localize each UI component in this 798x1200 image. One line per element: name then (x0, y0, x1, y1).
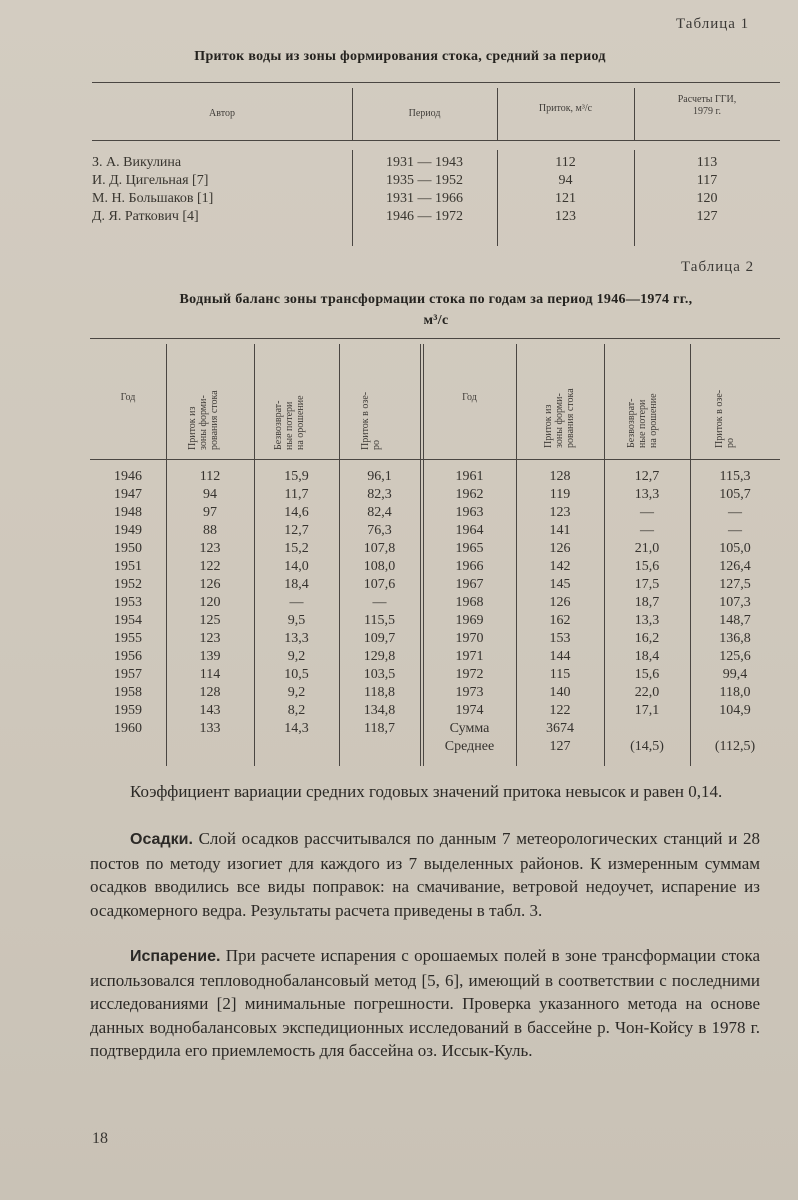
table2-mean-losses: (14,5) (630, 739, 664, 754)
table2-losses-cell: 15,6 (634, 667, 660, 682)
table2-header-losses-right: Безвозврат- ные потери на орошение (626, 393, 659, 448)
table2-year-cell: 1948 (114, 505, 142, 520)
page-number: 18 (92, 1130, 108, 1147)
table2-inflow-cell: 112 (199, 469, 221, 484)
table2-lake-cell: 109,7 (363, 631, 396, 646)
table2-losses-cell: 9,2 (287, 649, 306, 664)
table2-inflow-cell: 153 (549, 631, 571, 646)
table1-header-calc (634, 94, 780, 118)
table2-lake-cell: 125,6 (719, 649, 751, 664)
table2-year-cell: 1974 (455, 703, 484, 718)
table2-year-cell: 1949 (114, 523, 142, 538)
table1-title: Приток воды из зоны формирования стока, средний за период (194, 49, 606, 64)
variation-text: Коэффициент вариации средних годовых значений притока невысок и равен 0,14. (130, 782, 723, 801)
paragraph-variation (90, 780, 760, 804)
table2-losses-cell: 15,6 (634, 559, 660, 574)
table1-calc-cell: 113 (696, 155, 718, 170)
table2-inflow-cell: 144 (549, 649, 571, 664)
table2-mean-label: Среднее (444, 739, 495, 754)
table2-year-cell: 1963 (455, 505, 484, 520)
table2-inflow-cell: 123 (199, 631, 221, 646)
table2-top-rule (90, 338, 780, 339)
table2-inflow-cell: 122 (199, 559, 221, 574)
table1-period-cell: 1946 — 1972 (386, 209, 463, 224)
table2-lake-cell: 99,4 (722, 667, 748, 682)
table2-header-inflow-left: Приток из зоны форми- рования стока (187, 390, 220, 450)
table1-top-rule (92, 82, 780, 83)
table2-losses-cell: 9,5 (287, 613, 306, 628)
table2-losses-cell: — (640, 523, 654, 538)
table2-lake-cell: 134,8 (363, 703, 396, 718)
table2-year-cell: 1966 (455, 559, 484, 574)
table2-inflow-cell: 145 (549, 577, 571, 592)
table2-year-cell: 1965 (455, 541, 484, 556)
table1-author-cell: И. Д. Цигельная [7] (92, 173, 209, 188)
table2-year-cell: 1955 (114, 631, 142, 646)
table1-calc-cell: 120 (696, 191, 718, 206)
table2-inflow-cell: 139 (199, 649, 221, 664)
table2-lake-cell: — (728, 505, 742, 520)
table2-inflow-cell: 115 (549, 667, 571, 682)
table2-losses-cell: 12,7 (634, 469, 660, 484)
table2-year-cell: 1947 (114, 487, 142, 502)
table2-header-year-right: Год (462, 392, 477, 403)
table2-losses-cell: 14,6 (284, 505, 309, 520)
table1-header-calc-line1: Расчеты ГГИ, (677, 94, 737, 105)
table2-mean-inflow: 127 (549, 739, 571, 754)
table1-header-rule (92, 140, 780, 141)
table2-inflow-cell: 120 (199, 595, 221, 610)
table2-inflow-cell: 142 (549, 559, 571, 574)
table2-losses-cell: — (640, 505, 654, 520)
table2-losses-cell: — (289, 595, 304, 610)
table2-year-cell: 1956 (114, 649, 142, 664)
table2-inflow-cell: 128 (549, 469, 571, 484)
table2-losses-cell: 22,0 (634, 685, 660, 700)
table2-lake-cell: 103,5 (363, 667, 396, 682)
table2-year-cell: 1959 (114, 703, 142, 718)
table2-lake-cell: 76,3 (367, 523, 392, 538)
table1-header-author: Автор (209, 108, 235, 119)
table1-header-inflow: Приток, м³/с (538, 103, 593, 114)
table2-inflow-cell: 143 (199, 703, 221, 718)
table2-lake-cell: 118,7 (364, 721, 395, 736)
table2-losses-cell: 13,3 (634, 613, 660, 628)
table1-inflow-cell: 123 (555, 209, 576, 224)
table2-label: Таблица 2 (681, 259, 755, 275)
table2-losses-cell: 17,1 (634, 703, 660, 718)
evaporation-text: При расчете испарения с орошаемых полей в зоне трансформации стока использовался тепловоднобалансовый метод [5, 6], имеющий в соответствии с последними исследованиями [2] минимальные погрешности. Проверка указанного метода на основе данных воднобалансовых экспедиционных исследований в бассейне р. Чон-Койсу в 1978 г. подтвердила его приемлемость для бассейна оз. Иссык-Куль. (90, 946, 760, 1060)
table2-year-cell: 1967 (455, 577, 484, 592)
table2-lake-cell: 107,8 (363, 541, 396, 556)
table2-inflow-cell: 126 (549, 595, 571, 610)
table1-period-cell: 1931 — 1943 (386, 155, 463, 170)
table2-lake-cell: 129,8 (363, 649, 396, 664)
table2-inflow-cell: 140 (549, 685, 571, 700)
table1-calc-cell: 127 (696, 209, 718, 224)
table2-inflow-cell: 119 (549, 487, 571, 502)
table2-year-cell: 1970 (455, 631, 484, 646)
table2-inflow-cell: 133 (199, 721, 221, 736)
paragraph-precipitation (90, 827, 760, 922)
table2-inflow-cell: 123 (199, 541, 221, 556)
table2-header-lake-left: Приток в озе- ро (360, 391, 382, 450)
table2-lake-cell: 105,7 (719, 487, 751, 502)
table1-author-cell: М. Н. Большаков [1] (92, 191, 214, 206)
table2-lake-cell: 108,0 (363, 559, 396, 574)
table2-losses-cell: 13,3 (634, 487, 660, 502)
table2-inflow-cell: 141 (549, 523, 571, 538)
evaporation-heading: Испарение. (130, 948, 221, 965)
table2-losses-cell: 18,4 (634, 649, 660, 664)
table2-inflow-cell: 94 (203, 487, 217, 502)
table2-sum-label: Сумма (449, 721, 490, 736)
table2-inflow-cell: 128 (199, 685, 221, 700)
table2-year-cell: 1946 (114, 469, 142, 484)
table2-year-cell: 1953 (114, 595, 142, 610)
table1-period-cell: 1935 — 1952 (386, 173, 463, 188)
table2-lake-cell: 136,8 (719, 631, 751, 646)
precipitation-heading: Осадки. (130, 831, 193, 848)
table2-lake-cell: 96,1 (367, 469, 392, 484)
table2-inflow-cell: 126 (549, 541, 571, 556)
precipitation-text: Слой осадков рассчитывался по данным 7 метеорологических станций и 28 постов по методу изогиет для каждого из 7 выделенных районов. К измеренным суммам осадков вводились все виды поправок: на смачивание, ветровой недоучет, испарение из осадкомерного ведра. Результаты расчета приведены в табл. 3. (90, 829, 760, 920)
paragraph-evaporation (90, 944, 760, 1063)
table2-year-cell: 1969 (455, 613, 484, 628)
table1-header-period: Период (408, 108, 441, 119)
table2-losses-cell: 18,7 (634, 595, 660, 610)
table2-year-cell: 1971 (455, 649, 484, 664)
table2-year-cell: 1961 (455, 469, 484, 484)
table1-period-cell: 1931 — 1966 (386, 191, 463, 206)
table2-year-cell: 1973 (455, 685, 484, 700)
table2-lake-cell: 115,3 (719, 469, 751, 484)
table1-calc-cell: 117 (696, 173, 718, 188)
table2-lake-cell: 127,5 (719, 577, 751, 592)
table2-losses-cell: 8,2 (287, 703, 306, 718)
table1-author-cell: З. А. Викулина (92, 155, 182, 170)
table2-header-lake-right: Приток в озе- ро (714, 389, 736, 448)
table2-lake-cell: 82,3 (367, 487, 392, 502)
table2-mean-lake: (112,5) (714, 739, 756, 754)
table2-title-line2: м³/с (423, 313, 449, 328)
table2-lake-cell: 107,3 (719, 595, 751, 610)
table2-inflow-cell: 97 (203, 505, 217, 520)
table1-header-calc-line2: 1979 г. (693, 106, 721, 117)
table1-inflow-cell: 112 (555, 155, 576, 170)
table2-losses-cell: 17,5 (634, 577, 660, 592)
table2-losses-cell: 15,9 (284, 469, 309, 484)
table2-inflow-cell: 162 (549, 613, 571, 628)
table2-losses-cell: 13,3 (284, 631, 309, 646)
table2-lake-cell: 126,4 (719, 559, 751, 574)
table2-lake-cell: 105,0 (719, 541, 751, 556)
table2-losses-cell: 14,0 (284, 559, 309, 574)
table2-losses-cell: 12,7 (284, 523, 309, 538)
table2-year-cell: 1964 (455, 523, 484, 538)
table2-lake-cell: 118,8 (364, 685, 395, 700)
table2-lake-cell: 115,5 (364, 613, 395, 628)
table2-losses-cell: 11,7 (284, 487, 309, 502)
table2-year-cell: 1962 (455, 487, 484, 502)
table2-header-losses-left: Безвозврат- ные потери на орошение (273, 395, 306, 450)
table1-author-cell: Д. Я. Раткович [4] (92, 209, 199, 224)
table2-lake-cell: 118,0 (719, 685, 751, 700)
table2-year-cell: 1954 (114, 613, 142, 628)
table2-losses-cell: 18,4 (284, 577, 309, 592)
table1-label: Таблица 1 (676, 16, 750, 32)
table2-year-cell: 1958 (114, 685, 142, 700)
table2-lake-cell: — (728, 523, 742, 538)
table2-year-cell: 1972 (455, 667, 484, 682)
table2-header-rule (90, 459, 780, 460)
table2-inflow-cell: 125 (199, 613, 221, 628)
table2-col-divider (420, 344, 421, 766)
table2-sum-inflow: 3674 (546, 721, 574, 736)
table2-header-inflow-right: Приток из зоны форми- рования стока (543, 388, 576, 448)
table2-lake-cell: — (372, 595, 387, 610)
table2-title-line1: Водный баланс зоны трансформации стока по годам за период 1946—1974 гг., (179, 292, 693, 307)
table2-lake-cell: 82,4 (367, 505, 392, 520)
table2-inflow-cell: 126 (199, 577, 221, 592)
table2-losses-cell: 15,2 (284, 541, 309, 556)
table2-losses-cell: 9,2 (287, 685, 306, 700)
table2-lake-cell: 104,9 (719, 703, 751, 718)
table2-header-year-left: Год (120, 392, 136, 403)
table2-losses-cell: 21,0 (634, 541, 660, 556)
table2-year-cell: 1950 (114, 541, 142, 556)
table2-losses-cell: 16,2 (634, 631, 660, 646)
table1-inflow-cell: 94 (558, 173, 573, 188)
table2-year-cell: 1952 (114, 577, 142, 592)
table2-lake-cell: 148,7 (719, 613, 751, 628)
table2-year-cell: 1960 (114, 721, 142, 736)
table2-losses-cell: 14,3 (284, 721, 309, 736)
table2-year-cell: 1951 (114, 559, 142, 574)
table2-losses-cell: 10,5 (284, 667, 309, 682)
table2-year-cell: 1957 (114, 667, 142, 682)
table2-inflow-cell: 123 (549, 505, 571, 520)
table2-lake-cell: 107,6 (363, 577, 396, 592)
table2-inflow-cell: 114 (199, 667, 221, 682)
table2-inflow-cell: 122 (549, 703, 571, 718)
table2-inflow-cell: 88 (203, 523, 217, 538)
table2-year-cell: 1968 (455, 595, 484, 610)
table1-inflow-cell: 121 (555, 191, 576, 206)
